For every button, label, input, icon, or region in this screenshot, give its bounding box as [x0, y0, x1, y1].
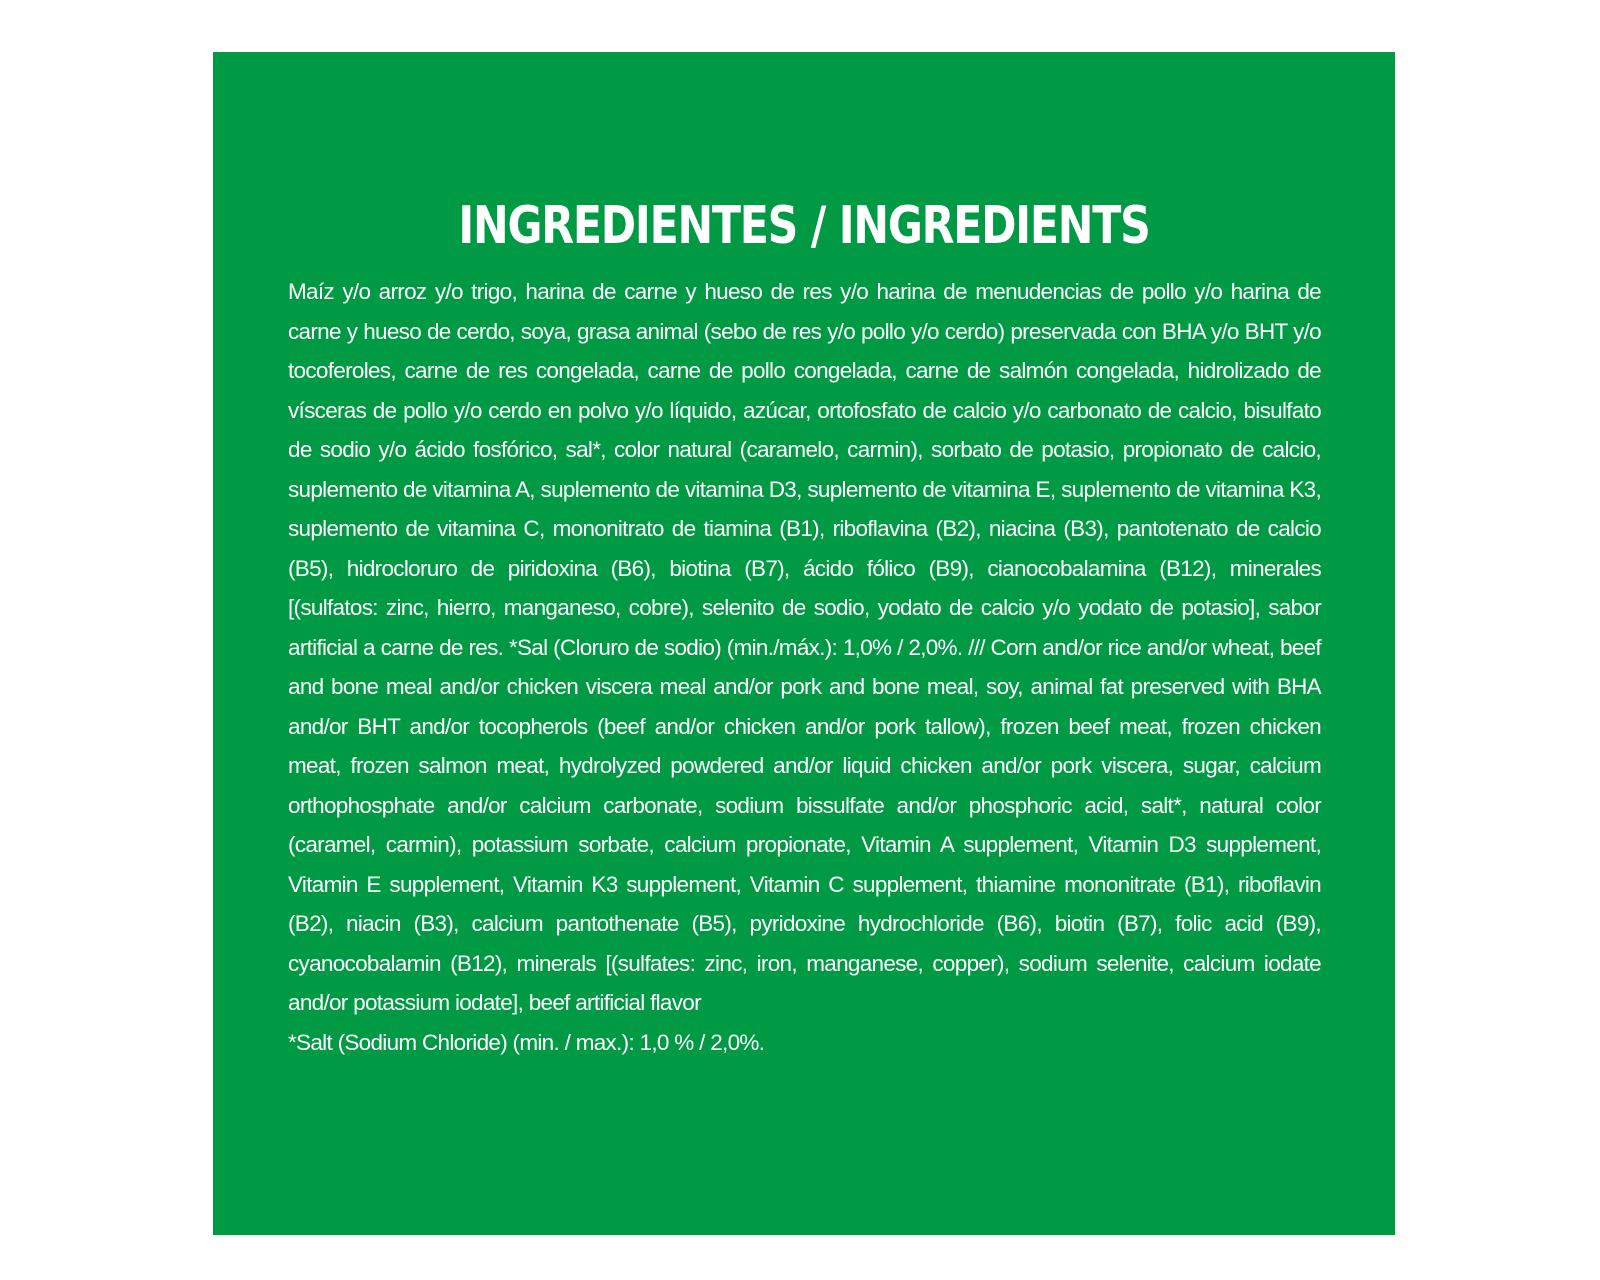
ingredients-panel — [213, 52, 1395, 1235]
salt-footnote: *Salt (Sodium Chloride) (min. / max.): 1,0 % / 2,0%. — [288, 1029, 765, 1055]
ingredients-list-text: Maíz y/o arroz y/o trigo, harina de carne y hueso de res y/o harina de menudencias de pollo y/o harina de carne y hueso de cerdo, soya, grasa animal (sebo de res y/o pollo y/o cerdo) preservada con BHA y/o BHT y/o tocoferoles, carne de res congelada, carne de pollo congelada, carne de salmón congelada, hidrolizado de vísceras de pollo y/o cerdo en polvo y/o líquido, azúcar, ortofosfato de calcio y/o carbonato de calcio, bisulfato de sodio y/o ácido fosfórico, sal*, color natural (caramelo, carmin), sorbato de potasio, propionato de calcio, suplemento de vitamina A, suplemento de vitamina D3, suplemento de vitamina E, suplemento de vitamina K3, suplemento de vitamina C, mononitrato de tiamina (B1), riboflavina (B2), niacina (B3), pantotenato de calcio (B5), hidrocloruro de piridoxina (B6), biotina (B7), ácido fólico (B9), cianocobalamina (B12), minerales [(sulfatos: zinc, hierro, manganeso, cobre), selenito de sodio, yodato de calcio y/o yodato de potasio], sabor artificial a carne de res. *Sal (Cloruro de sodio) (min./máx.): 1,0% / 2,0%. /// Corn and/or rice and/or wheat, beef and bone meal and/or chicken viscera meal and/or pork and bone meal, soy, animal fat preserved with BHA and/or BHT and/or tocopherols (beef and/or chicken and/or pork tallow), frozen beef meat, frozen chicken meat, frozen salmon meat, hydrolyzed powdered and/or liquid chicken and/or pork viscera, sugar, calcium orthophosphate and/or calcium carbonate, sodium bissulfate and/or phosphoric acid, salt*, natural color (caramel, carmin), potassium sorbate, calcium propionate, Vitamin A supplement, Vitamin D3 supplement, Vitamin E supplement, Vitamin K3 supplement, Vitamin C supplement, thiamine mononitrate (B1), riboflavin (B2), niacin (B3), calcium pantothenate (B5), pyridoxine hydrochloride (B6), biotin (B7), folic acid (B9), cyanocobalamin (B12), minerals [(sulfates: zinc, iron, manganese, copper), sodium selenite, calcium iodate and/or potassium iodate], beef artificial flavor — [288, 279, 1321, 1015]
ingredients-title: INGREDIENTES / INGREDIENTS — [458, 196, 1150, 256]
ingredients-body — [288, 272, 1321, 1062]
